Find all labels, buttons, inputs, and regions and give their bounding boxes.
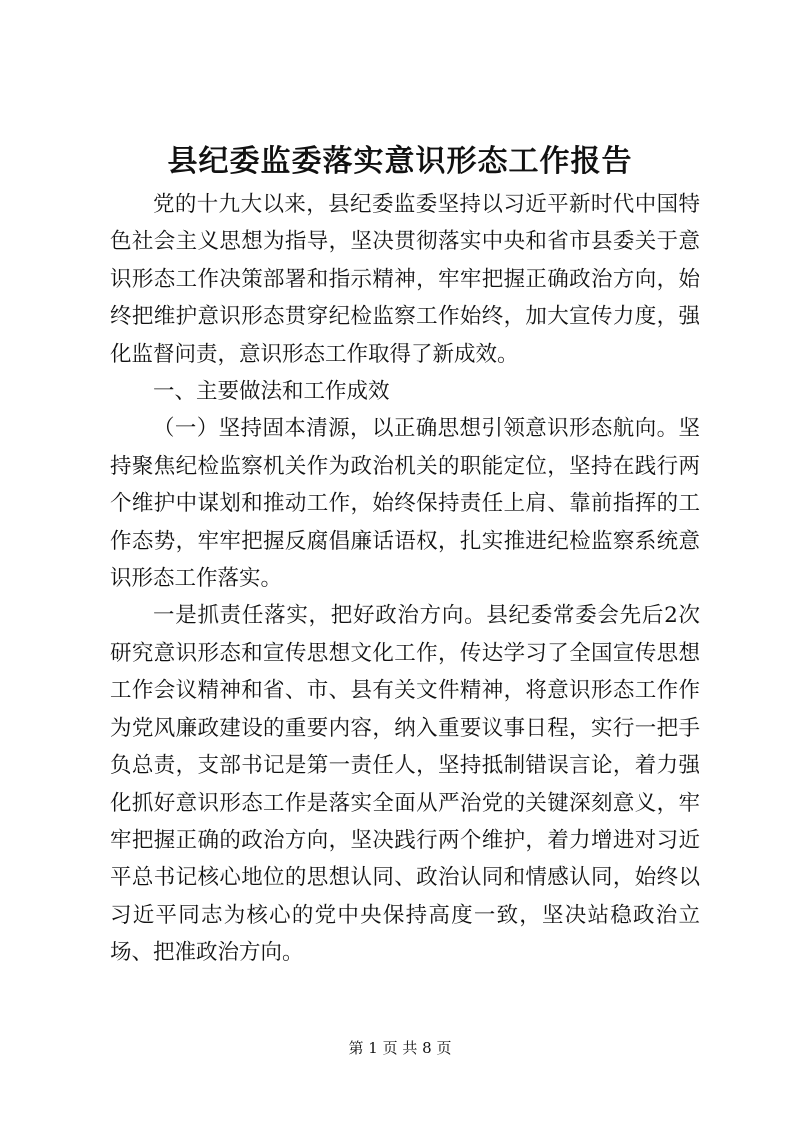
document-title: 县纪委监委落实意识形态工作报告 [167,144,633,179]
paragraph-intro: 党的十九大以来，县纪委监委坚持以习近平新时代中国特色社会主义思想为指导，坚决贯彻落实中央和省市县委关于意识形态工作决策部署和指示精神，牢牢把握正确政治方向，始终把维护意识形态贯穿纪检监察工作始终，加大宣传力度，强化监督问责，意识形态工作取得了新成效。 [110,192,700,367]
document-body [110,186,700,972]
page-footer: 第 1 页 共 8 页 [348,1039,452,1057]
paragraph-subsection-1: （一）坚持固本清源，以正确思想引领意识形态航向。坚持聚焦纪检监察机关作为政治机关的职能定位，坚持在践行两个维护中谋划和推动工作，始终保持责任上肩、靠前指挥的工作态势，牢牢把握反腐倡廉话语权，扎实推进纪检监察系统意识形态工作落实。 [110,416,700,592]
section-heading: 一、主要做法和工作成效 [153,379,390,405]
paragraph-point-1: 一是抓责任落实，把好政治方向。县纪委常委会先后2次研究意识形态和宣传思想文化工作，传达学习了全国宣传思想工作会议精神和省、市、县有关文件精神，将意识形态工作作为党风廉政建设的重要内容，纳入重要议事日程，实行一把手负总责，支部书记是第一责任人，坚持抵制错误言论，着力强化抓好意识形态工作是落实全面从严治党的关键深刻意义，牢牢把握正确的政治方向，坚决践行两个维护，着力增进对习近平总书记核心地位的思想认同、政治认同和情感认同，始终以习近平同志为核心的党中央保持高度一致，坚决站稳政治立场、把准政治方向。 [110,603,700,966]
